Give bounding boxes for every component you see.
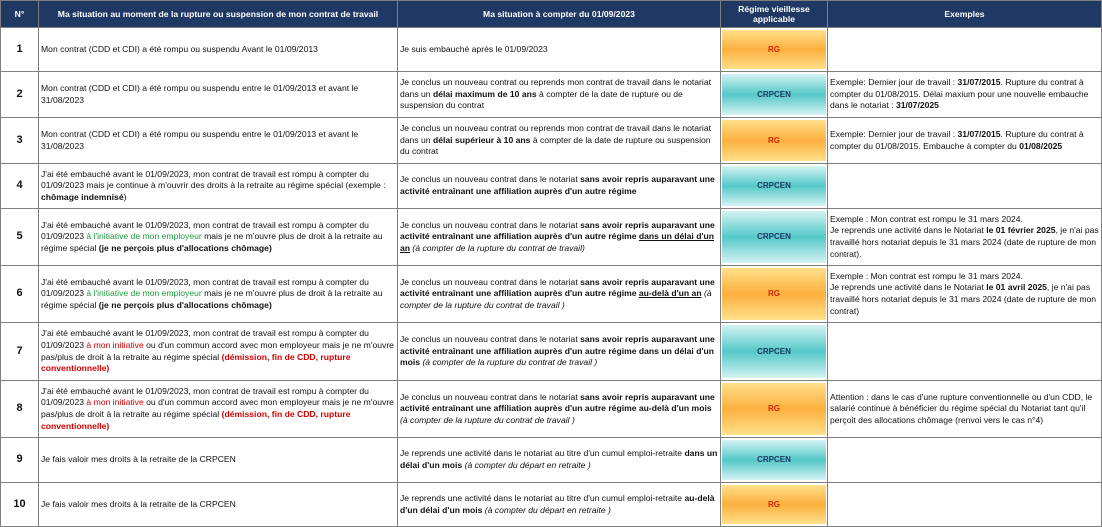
- text-bold: 31/07/2015: [957, 128, 1001, 139]
- text-bold: (je ne perçois plus d'allocations chômage): [98, 299, 272, 310]
- exemple-cell: [828, 118, 1102, 164]
- regime-cell: [721, 266, 828, 323]
- row-number: 6: [1, 266, 39, 323]
- regime-badge-rg: RG: [722, 485, 826, 524]
- text-bold: 31/07/2015: [957, 77, 1001, 88]
- text-bold: chômage indemnisé: [41, 191, 124, 202]
- situation-rupture-cell: [39, 209, 398, 266]
- situation-2023-cell: [398, 28, 721, 72]
- text-bold: sans avoir repris auparavant une activité entraînant une affiliation auprès d'un autre régime dans un délai d'un mois: [400, 334, 715, 368]
- text: . Rupture du contrat à compter du 01/08/2015. Embauche à compter du: [830, 128, 1084, 151]
- text: à compter de la date de rupture ou de suspension du contrat: [400, 88, 683, 111]
- text: Je fais valoir mes droits à la retraite de la CRPCEN: [41, 498, 236, 509]
- text: Je reprends une activité dans le notariat au titre d'un cumul emploi-retraite: [400, 492, 685, 503]
- text: Je conclus un nouveau contrat ou reprends mon contrat de travail dans le notariat dans un: [400, 123, 711, 145]
- situation-2023-cell: [398, 209, 721, 266]
- exemple-cell: [828, 266, 1102, 323]
- regime-cell: [721, 28, 828, 72]
- text-red-bold: (démission, fin de CDD, rupture conventionnelle): [41, 409, 351, 431]
- text: Exemple : Mon contrat est rompu le 31 mars 2024.: [830, 213, 1023, 224]
- text-bold: sans avoir repris auparavant une activité entraînant une affiliation auprès d'un autre régime: [400, 174, 715, 196]
- table-row: [1, 72, 1102, 118]
- situation-2023-cell: [398, 118, 721, 164]
- text-red: à mon initiative: [86, 397, 144, 408]
- text: Exemple: Dernier jour de travail :: [830, 77, 958, 88]
- text: Je reprends une activité dans le Notariat: [830, 282, 987, 293]
- text: Exemple : Mon contrat est rompu le 31 mars 2024.: [830, 270, 1023, 281]
- table-row: [1, 381, 1102, 438]
- text: Je conclus un nouveau contrat dans le notariat: [400, 219, 581, 230]
- regime-badge-crpcen: CRPCEN: [722, 440, 826, 480]
- text-bold: (je ne perçois plus d'allocations chômage): [98, 242, 272, 253]
- table-row: [1, 323, 1102, 381]
- text: Je reprends une activité dans le Notariat: [830, 225, 987, 236]
- text-bold: au-delà d'un délai d'un mois: [400, 492, 715, 515]
- table-row: [1, 438, 1102, 483]
- table-row: [1, 483, 1102, 527]
- text-underline: dans un délai d'un an: [400, 231, 715, 253]
- header-situation-2023: Ma situation à compter du 01/09/2023: [398, 1, 721, 28]
- text: . Rupture du contrat à compter du 01/08/2015. Délai maxium pour une nouvelle embauche dans le notariat :: [830, 77, 1089, 111]
- exemple-cell: [828, 438, 1102, 483]
- table-row: [1, 266, 1102, 323]
- text-underline: au-delà d'un an: [638, 288, 702, 299]
- text-green: à l'initiative de mon employeur: [86, 288, 202, 299]
- situation-rupture-cell: [39, 164, 398, 209]
- situation-rupture-cell: [39, 323, 398, 381]
- situation-rupture-cell: [39, 72, 398, 118]
- text: Exemple: Dernier jour de travail :: [830, 128, 958, 139]
- exemple-cell: [828, 381, 1102, 438]
- situation-2023-cell: [398, 164, 721, 209]
- header-row: [1, 1, 1102, 28]
- text: ): [123, 191, 127, 202]
- text: , je n'ai pas travaillé hors notariat depuis le 31 mars 2024 (date de rupture de mon contrat).: [830, 225, 1099, 259]
- situation-2023-cell: [398, 483, 721, 527]
- row-number: 5: [1, 209, 39, 266]
- regime-badge-rg: RG: [722, 268, 826, 320]
- exemple-cell: [828, 209, 1102, 266]
- text: J'ai été embauché avant le 01/09/2023, mon contrat de travail est rompu à compter du 01/09/2023: [41, 276, 369, 299]
- text-bold: sans avoir repris auparavant une activité entraînant une affiliation auprès d'un autre régime au-delà d'un mois: [400, 391, 715, 414]
- situation-2023-cell: [398, 323, 721, 381]
- exemple-cell: [828, 28, 1102, 72]
- text-bold: le 01 avril 2025: [986, 282, 1047, 293]
- text: mais je ne m'ouvre plus de droit à la retraite au régime spécial: [41, 288, 383, 310]
- regime-cell: [721, 483, 828, 527]
- regime-badge-crpcen: CRPCEN: [722, 74, 826, 115]
- text-italic: (à compter du départ en retraite ): [482, 504, 611, 515]
- regime-badge-crpcen: CRPCEN: [722, 211, 826, 263]
- header-exemples: Exemples: [828, 1, 1102, 28]
- situation-2023-cell: [398, 266, 721, 323]
- situation-2023-cell: [398, 381, 721, 438]
- text-red: à mon initiative: [86, 339, 144, 350]
- regime-cell: [721, 381, 828, 438]
- regime-badge-crpcen: CRPCEN: [722, 325, 826, 378]
- header-regime: Régime vieillesse applicable: [721, 1, 828, 28]
- text-bold: délai maximum de 10 ans: [432, 88, 537, 99]
- header-situation-rupture: Ma situation au moment de la rupture ou suspension de mon contrat de travail: [39, 1, 398, 28]
- regime-badge-rg: RG: [722, 30, 826, 69]
- regime-badge-crpcen: CRPCEN: [722, 166, 826, 206]
- text-bold: 31/07/2025: [895, 100, 939, 111]
- text: Je reprends une activité dans le notariat au titre d'un cumul emploi-retraite: [400, 448, 685, 459]
- regime-cell: [721, 209, 828, 266]
- situation-rupture-cell: [39, 118, 398, 164]
- text: ou d'un commun accord avec mon employeur mais je ne m'ouvre pas/plus de droit à la retraite au régime spécial: [41, 339, 394, 362]
- text-italic: (à compter de la rupture du contrat de travail): [410, 242, 585, 253]
- text-italic: (à compter de la rupture du contrat de travail ): [420, 357, 598, 368]
- text: Mon contrat (CDD et CDI) a été rompu ou suspendu entre le 01/09/2013 et avant le 31/08/2023: [41, 128, 359, 151]
- text-bold: délai supérieur à 10 ans: [432, 134, 531, 145]
- table-row: [1, 28, 1102, 72]
- row-number: 1: [1, 28, 39, 72]
- row-number: 2: [1, 72, 39, 118]
- text-italic: (à compter du départ en retraite ): [462, 460, 591, 470]
- situation-rupture-cell: [39, 438, 398, 483]
- text: Je suis embauché après le 01/09/2023: [400, 43, 548, 54]
- text-bold: le 01 février 2025: [986, 225, 1056, 236]
- text-italic: (à compter de la rupture du contrat de travail ): [400, 288, 712, 310]
- text: J'ai été embauché avant le 01/09/2023, mon contrat de travail est rompu à compter du 01/09/2023 mais je continue à m'ouvrir des droits à la retraite au régime spécial (exemple :: [41, 168, 386, 191]
- regime-cell: [721, 323, 828, 381]
- text: J'ai été embauché avant le 01/09/2023, mon contrat de travail est rompu à compter du 01/09/2023: [41, 385, 369, 408]
- text-bold: dans un délai d'un mois: [400, 448, 718, 470]
- row-number: 9: [1, 438, 39, 483]
- situation-rupture-cell: [39, 28, 398, 72]
- text: Je conclus un nouveau contrat dans le notariat: [400, 391, 581, 402]
- regime-badge-rg: RG: [722, 383, 826, 435]
- exemple-cell: [828, 323, 1102, 381]
- exemple-cell: [828, 164, 1102, 209]
- row-number: 8: [1, 381, 39, 438]
- text-italic: (à compter de la rupture du contrat de travail ): [400, 414, 575, 425]
- text: Je conclus un nouveau contrat ou reprends mon contrat de travail dans le notariat dans un: [400, 77, 711, 99]
- text: , je n'ai pas travaillé hors notariat depuis le 31 mars 2024 (date de rupture de mon contrat): [830, 282, 1097, 316]
- regime-cell: [721, 164, 828, 209]
- text-bold: 01/08/2025: [1019, 140, 1063, 151]
- text: mais je ne m'ouvre plus de droit à la retraite au régime spécial: [41, 231, 383, 253]
- text: J'ai été embauché avant le 01/09/2023, mon contrat de travail est rompu à compter du 01/09/2023: [41, 219, 369, 242]
- text: ou d'un commun accord avec mon employeur mais je ne m'ouvre pas/plus de droit à la retraite au régime spécial: [41, 397, 394, 419]
- row-number: 4: [1, 164, 39, 209]
- regime-badge-rg: RG: [722, 120, 826, 161]
- situation-rupture-cell: [39, 266, 398, 323]
- text-bold: sans avoir repris auparavant une activité entraînant une affiliation auprès d'un autre régime: [400, 219, 715, 242]
- situation-2023-cell: [398, 438, 721, 483]
- text-red-bold: (démission, fin de CDD, rupture conventionnelle): [41, 351, 351, 374]
- text: à compter de la date de rupture ou suspension du contrat: [400, 134, 711, 157]
- exemple-cell: [828, 72, 1102, 118]
- table-row: [1, 118, 1102, 164]
- text-green: à l'initiative de mon employeur: [86, 231, 202, 242]
- text: Attention : dans le cas d'une rupture conventionnelle ou d'un CDD, le salarié continue à bénéficier du régime spécial du Notariat tant qu'il perçoit des allocations chômage (renvoi vers le cas n°4): [830, 391, 1093, 425]
- text: Je conclus un nouveau contrat dans le notariat: [400, 334, 581, 345]
- text: Je conclus un nouveau contrat dans le notariat: [400, 174, 581, 185]
- text: J'ai été embauché avant le 01/09/2023, mon contrat de travail est rompu à compter du 01/09/2023: [41, 328, 369, 350]
- situation-rupture-cell: [39, 381, 398, 438]
- situation-rupture-cell: [39, 483, 398, 527]
- text: Mon contrat (CDD et CDI) a été rompu ou suspendu Avant le 01/09/2013: [41, 43, 318, 54]
- text-bold: sans avoir repris auparavant une activité entraînant une affiliation auprès d'un autre régime: [400, 276, 715, 299]
- exemple-cell: [828, 483, 1102, 527]
- row-number: 3: [1, 118, 39, 164]
- situation-2023-cell: [398, 72, 721, 118]
- row-number: 7: [1, 323, 39, 381]
- regime-cell: [721, 118, 828, 164]
- table-row: [1, 209, 1102, 266]
- text: Je conclus un nouveau contrat dans le notariat: [400, 276, 581, 287]
- text: Je fais valoir mes droits à la retraite de la CRPCEN: [41, 454, 236, 465]
- text: Mon contrat (CDD et CDI) a été rompu ou suspendu entre le 01/09/2013 et avant le 31/08/2023: [41, 82, 359, 105]
- header-number: N°: [1, 1, 39, 28]
- row-number: 10: [1, 483, 39, 527]
- regime-cell: [721, 72, 828, 118]
- table-row: [1, 164, 1102, 209]
- regime-cell: [721, 438, 828, 483]
